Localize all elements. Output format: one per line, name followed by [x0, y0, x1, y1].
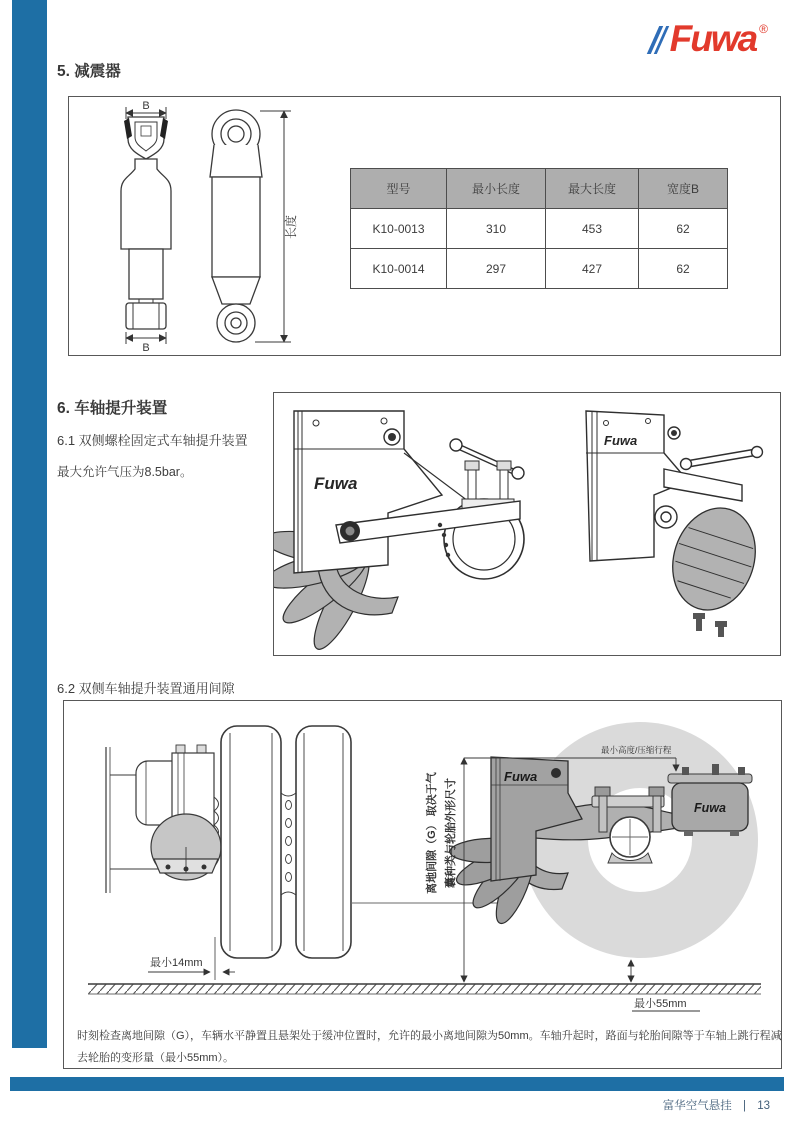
drawing-fuwa-logo: Fuwa — [604, 433, 638, 448]
shock-spec-table — [350, 168, 728, 289]
registered-mark: ® — [759, 22, 768, 36]
section5-title: 5. 减震器 — [57, 63, 121, 80]
left-accent-bar — [12, 0, 47, 1048]
dim-label-b-top: B — [142, 100, 150, 112]
fuwa-logo-slashes-icon — [653, 26, 666, 54]
drawing-fuwa-logo: Fuwa — [504, 769, 538, 784]
dim-label-min55: 最小55mm — [634, 998, 687, 1010]
col-header-minlen: 最小长度 — [447, 169, 546, 209]
clearance-drawing — [64, 701, 782, 1066]
col-header-width: 宽度B — [639, 169, 728, 209]
col-header-maxlen: 最大长度 — [546, 169, 639, 209]
cell-maxlen: 427 — [546, 249, 639, 289]
clearance-paragraph — [77, 1025, 782, 1069]
section61-figure — [273, 392, 781, 656]
cell-minlen: 297 — [447, 249, 546, 289]
shock-absorber-drawing — [79, 99, 369, 353]
cell-width: 62 — [639, 209, 728, 249]
drawing-fuwa-logo: Fuwa — [314, 474, 358, 493]
cell-maxlen: 453 — [546, 209, 639, 249]
dim-label-length: 长度 — [284, 214, 298, 240]
table-row — [351, 209, 728, 249]
axle-lift-drawings — [274, 393, 778, 653]
dim-label-b-bottom: B — [142, 342, 150, 353]
footer-accent-bar — [10, 1077, 784, 1091]
drawing-fuwa-logo: Fuwa — [694, 801, 726, 815]
cell-width: 62 — [639, 249, 728, 289]
footer-product-name: 富华空气悬挂 — [662, 1100, 732, 1112]
fuwa-logo-text: Fuwa — [669, 18, 757, 59]
footer — [655, 1097, 770, 1113]
fuwa-logo — [653, 18, 768, 59]
section6-title: 6. 车轴提升装置 — [57, 400, 168, 417]
col-header-model: 型号 — [351, 169, 447, 209]
table-row — [351, 249, 728, 289]
axle-lift-drawing-right — [586, 411, 768, 637]
dim-label-min-height: 最小高度/压缩行程 — [601, 745, 672, 755]
cell-minlen: 310 — [447, 209, 546, 249]
cell-model: K10-0013 — [351, 209, 447, 249]
section5-figure — [68, 96, 781, 356]
footer-page-number: 13 — [757, 1100, 770, 1112]
section61-note: 最大允许气压为8.5bar。 — [57, 465, 193, 479]
section61-title: 6.1 双侧螺栓固定式车轴提升装置 — [57, 433, 248, 448]
clearance-note-line2: 囊种类与轮胎外形尺寸 — [445, 778, 457, 888]
axle-lift-drawing-left — [274, 411, 524, 653]
paragraph-line1: 时刻检查离地间隙（G），车辆水平静置且悬架处于缓冲位置时，允许的最小离地间隙为50mm。车轴升起时，路面与轮胎间隙等于车轴上跳行程减 — [77, 1030, 782, 1042]
paragraph-line2: 去轮胎的变形量（最小55mm）。 — [77, 1052, 235, 1064]
table-header-row — [351, 169, 728, 209]
cell-model: K10-0014 — [351, 249, 447, 289]
dim-label-min14: 最小14mm — [150, 957, 203, 969]
section62-figure — [63, 700, 782, 1069]
section62-title: 6.2 双侧车轴提升装置通用间隙 — [57, 681, 235, 696]
clearance-note-line1: 离地间隙（G） 取决于气 — [426, 772, 438, 894]
footer-separator: | — [743, 1100, 746, 1112]
